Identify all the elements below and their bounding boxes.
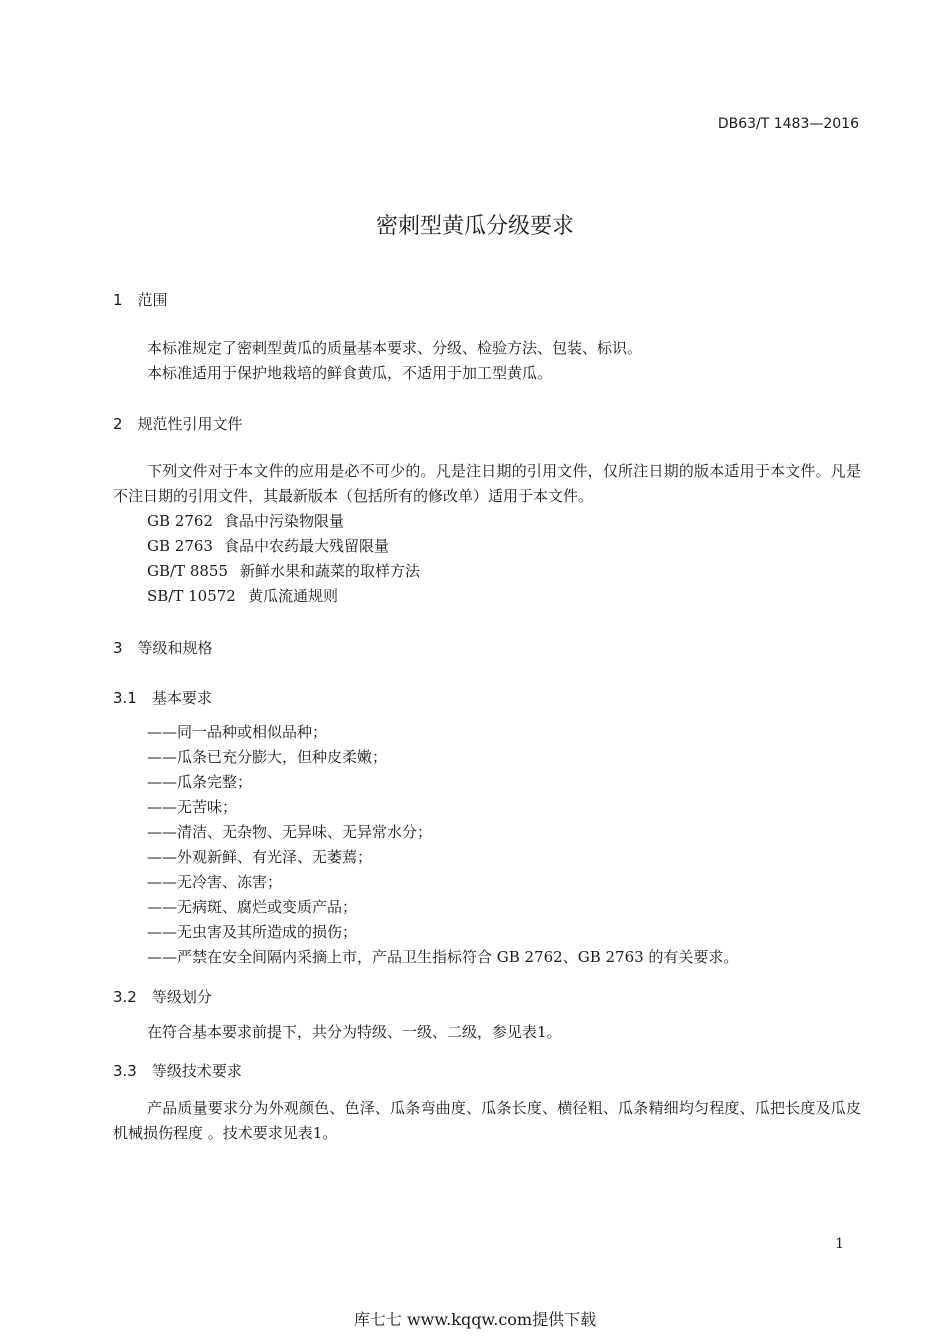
section-3-3-heading: 3.3 等级技术要求 [113, 1062, 242, 1080]
document-id: DB63/T 1483—2016 [717, 116, 859, 132]
footer-watermark: 库七七 www.kqqw.com提供下载 [353, 1310, 597, 1329]
reference-code: GB 2763 [147, 537, 213, 555]
reference-title: 黄瓜流通规则 [248, 587, 339, 605]
list-item: ——同一品种或相似品种； [147, 723, 328, 741]
reference-item [147, 584, 338, 609]
list-item: ——无病斑、腐烂或变质产品； [147, 898, 358, 916]
section-3-3-text: 产品质量要求分为外观颜色、色泽、瓜条弯曲度、瓜条长度、横径粗、瓜条精细均匀程度、瓜把长度及瓜皮机械损伤程度 。技术要求见表1。 [113, 1099, 861, 1142]
section-2-heading: 2 规范性引用文件 [113, 415, 243, 433]
list-item: ——无虫害及其所造成的损伤； [147, 923, 358, 941]
reference-code: GB 2762 [147, 512, 213, 530]
section-3-1-heading: 3.1 基本要求 [113, 689, 212, 707]
reference-item [147, 509, 344, 534]
reference-code: SB/T 10572 [147, 587, 236, 605]
list-item: ——无冷害、冻害； [147, 873, 283, 891]
section-3-2-heading: 3.2 等级划分 [113, 988, 212, 1006]
section-1-paragraph: 本标准适用于保护地栽培的鲜食黄瓜，不适用于加工型黄瓜。 [147, 364, 553, 382]
list-item: ——无苦味； [147, 798, 238, 816]
list-item: ——瓜条已充分膨大，但种皮柔嫩； [147, 748, 388, 766]
basic-requirements-list [147, 720, 738, 970]
document-title: 密刺型黄瓜分级要求 [375, 214, 574, 239]
page-number: 1 [835, 1236, 844, 1252]
reference-title: 新鲜水果和蔬菜的取样方法 [240, 562, 421, 580]
list-item: ——瓜条完整； [147, 773, 253, 791]
section-3-heading: 3 等级和规格 [113, 639, 213, 657]
section-1-paragraph: 本标准规定了密刺型黄瓜的质量基本要求、分级、检验方法、包装、标识。 [147, 339, 643, 357]
reference-code: GB/T 8855 [147, 562, 229, 580]
list-item: ——外观新鲜、有光泽、无萎蔫； [147, 848, 373, 866]
section-3-2-text: 在符合基本要求前提下，共分为特级、一级、二级，参见表1。 [147, 1023, 562, 1041]
list-item: ——严禁在安全间隔内采摘上市，产品卫生指标符合 GB 2762、GB 2763 的有关要求。 [147, 948, 739, 966]
section-1-heading: 1 范围 [113, 291, 168, 309]
reference-title: 食品中农药最大残留限量 [224, 537, 390, 555]
section-2-intro: 下列文件对于本文件的应用是必不可少的。凡是注日期的引用文件，仅所注日期的版本适用于本文件。凡是不注日期的引用文件，其最新版本（包括所有的修改单）适用于本文件。 [113, 462, 861, 505]
reference-title: 食品中污染物限量 [224, 512, 345, 530]
list-item: ——清洁、无杂物、无异味、无异常水分； [147, 823, 433, 841]
reference-item [147, 534, 389, 559]
reference-item [147, 559, 420, 584]
